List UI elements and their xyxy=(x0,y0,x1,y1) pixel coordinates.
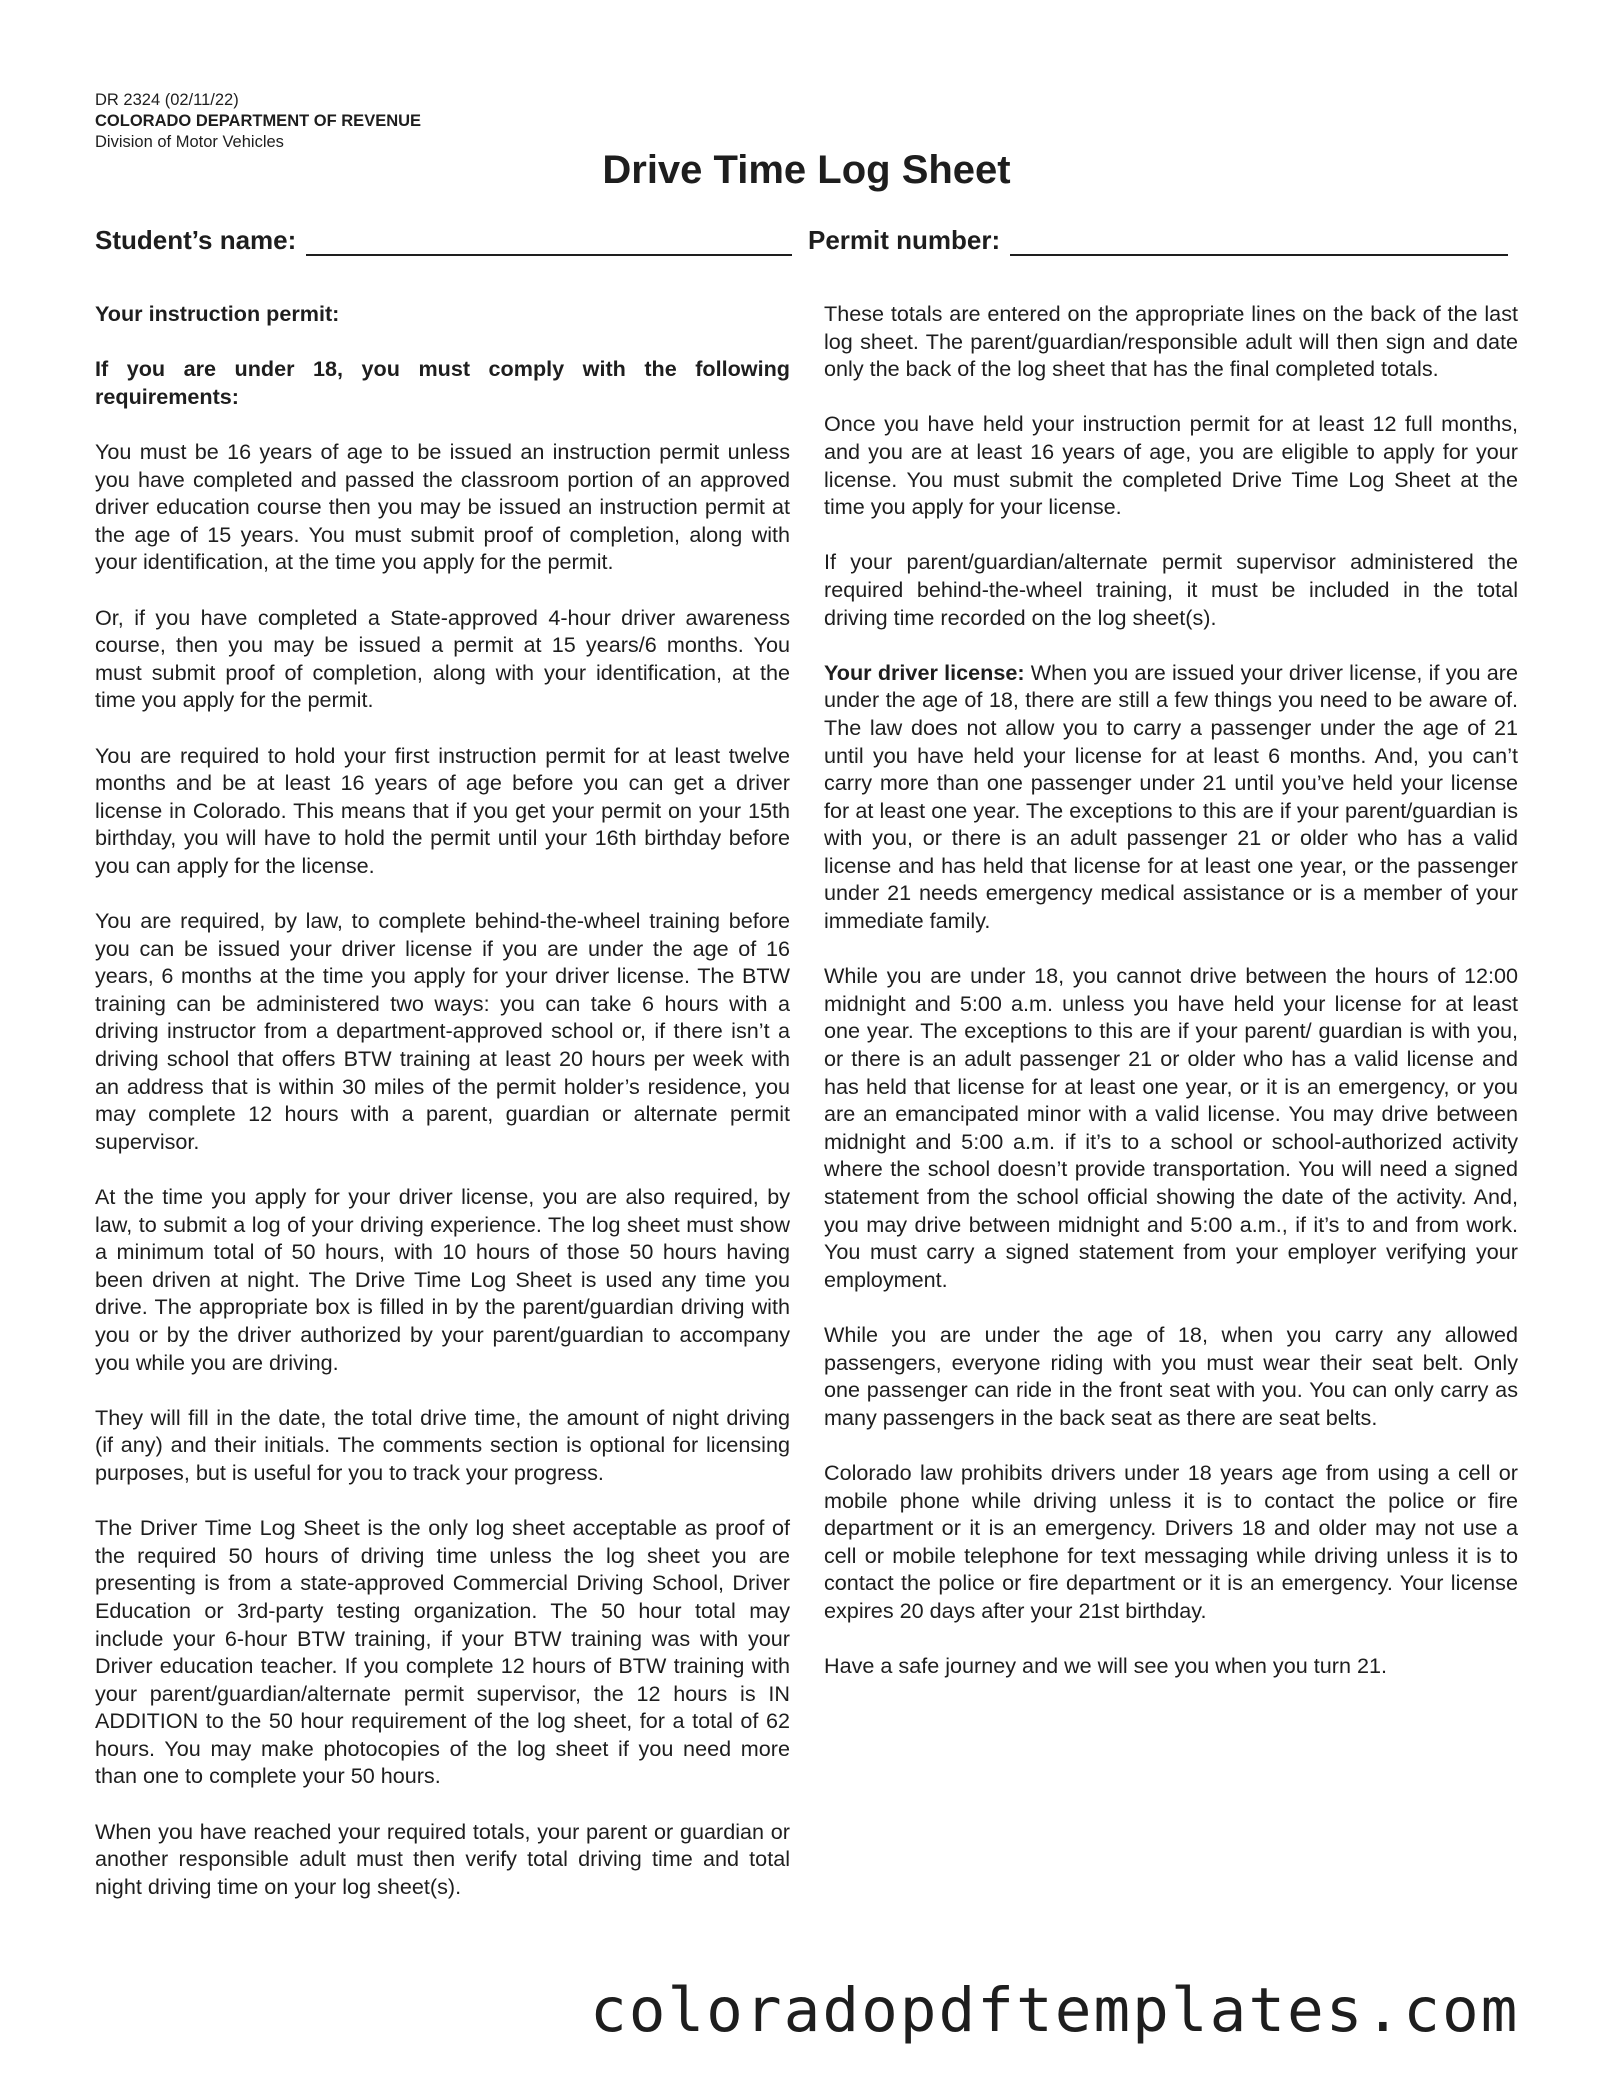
division-name: Division of Motor Vehicles xyxy=(95,133,284,151)
paragraph: While you are under the age of 18, when you carry any allowed passengers, everyone riding with you must wear their seat belt. Only one passenger can ride in the front seat with you. You can only carry as many passengers in the back seat as there are seat belts. xyxy=(824,1321,1518,1430)
student-name-field xyxy=(95,224,792,256)
paragraph: Have a safe journey and we will see you when you turn 21. xyxy=(824,1653,1387,1679)
watermark-text: coloradopdftemplates.com xyxy=(590,1975,1520,2046)
paragraph: The Driver Time Log Sheet is the only log sheet acceptable as proof of the required 50 hours of driving time unless the log sheet you are presenting is from a state-approved Commercial Driving School, Driver Education or 3rd-party testing organization. The 50 hour total may include your 6-hour BTW training, if your BTW training was with your Driver education teacher. If you complete 12 hours of BTW training with your parent/guardian/alternate permit supervisor, the 12 hours is IN ADDITION to the 50 hour requirement of the log sheet, for a total of 62 hours. You may make photocopies of the log sheet if you need more than one to complete your 50 hours. xyxy=(95,1515,790,1789)
paragraph: If your parent/guardian/alternate permit supervisor administered the required behind-the-wheel training, it must be included in the total driving time recorded on the log sheet(s). xyxy=(824,549,1518,630)
form-header xyxy=(95,90,421,153)
driver-license-text: When you are issued your driver license, if you are under the age of 18, there are still a few things you need to be aware of. The law does not allow you to carry a passenger under the age of 21 until you have held your license for at least 6 months. And, you can’t carry more than one passenger under 21 until you’ve held your license for at least one year. The exceptions to this are if your parent/guardian is with you, or there is an adult passenger 21 or older who has a valid license and has held that license for at least one year, or the passenger under 21 needs emergency medical assistance or is a member of your immediate family. xyxy=(824,659,1518,934)
paragraph: You are required to hold your first instruction permit for at least twelve months and be at least 16 years of age before you can get a driver license in Colorado. This means that if you get your permit on your 15th birthday, you will have to hold the permit until your 16th birthday before you can apply for the license. xyxy=(95,742,790,878)
paragraph: While you are under 18, you cannot drive between the hours of 12:00 midnight and 5:00 a.m. unless you have held your license for at least one year. The exceptions to this are if your parent/ guardian is with you, or there is an adult passenger 21 or older who has a valid license and has held that license for at least one year, or it is an emergency, or you are an emancipated minor with a valid license. You may drive between midnight and 5:00 a.m. if it’s to a school or school-authorized activity where the school doesn’t provide transportation. You will need a signed statement from the school official showing the date of the activity. And, you may drive between midnight and 5:00 a.m., if it’s to and from work. You must carry a signed statement from your employer verifying your employment. xyxy=(824,963,1518,1292)
paragraph: At the time you apply for your driver license, you are also required, by law, to submit a log of your driving experience. The log sheet must show a minimum total of 50 hours, with 10 hours of those 50 hours having been driven at night. The Drive Time Log Sheet is used any time you drive. The appropriate box is filled in by the parent/guardian driving with you or by the driver authorized by your parent/guardian to accompany you while you are driving. xyxy=(95,1184,790,1375)
right-column xyxy=(824,300,1518,1707)
paragraph: When you have reached your required totals, your parent or guardian or another responsible adult must then verify total driving time and total night driving time on your log sheet(s). xyxy=(95,1818,790,1899)
permit-number-input-line[interactable] xyxy=(1010,226,1508,256)
paragraph: You are required, by law, to complete behind-the-wheel training before you can be issued your driver license if you are under the age of 16 years, 6 months at the time you apply for your driver license. The BTW training can be administered two ways: you can take 6 hours with a driving instructor from a department-approved school or, if there isn’t a driving school that offers BTW training at least 20 hours per week with an address that is within 30 miles of the permit holder’s residence, you may complete 12 hours with a parent, guardian or alternate permit supervisor. xyxy=(95,908,790,1154)
paragraph: These totals are entered on the appropriate lines on the back of the last log sheet. The parent/guardian/responsible adult will then sign and date only the back of the log sheet that has the final completed totals. xyxy=(824,301,1518,382)
paragraph: You must be 16 years of age to be issued an instruction permit unless you have completed and passed the classroom portion of an approved driver education course then you may be issued an instruction permit at the age of 15 years. You must submit proof of completion, along with your identification, at the time you apply for the permit. xyxy=(95,438,790,575)
driver-license-paragraph xyxy=(824,659,1518,935)
paragraph: They will fill in the date, the total drive time, the amount of night driving (if any) and their initials. The comments section is optional for licensing purposes, but is useful for you to track your progress. xyxy=(95,1404,790,1485)
permit-number-label: Permit number: xyxy=(808,225,1001,255)
driver-license-heading: Your driver license: xyxy=(824,659,1025,685)
department-name: COLORADO DEPARTMENT OF REVENUE xyxy=(95,112,422,130)
permit-number-field xyxy=(808,224,1508,256)
form-number: DR 2324 (02/11/22) xyxy=(95,91,239,109)
student-name-label: Student’s name: xyxy=(95,225,297,255)
paragraph: Colorado law prohibits drivers under 18 years age from using a cell or mobile phone while driving unless it is to contact the police or fire department or it is an emergency. Drivers 18 and older may not use a cell or mobile telephone for text messaging while driving unless it is to contact the police or fire department or it is an emergency. Your license expires 20 days after your 21st birthday. xyxy=(824,1459,1518,1623)
instruction-permit-heading: Your instruction permit: xyxy=(95,301,340,326)
paragraph: Once you have held your instruction permit for at least 12 full months, and you are at least 16 years of age, you are eligible to apply for your license. You must submit the completed Drive Time Log Sheet at the time you apply for your license. xyxy=(824,411,1518,520)
paragraph: Or, if you have completed a State-approved 4-hour driver awareness course, then you may be issued a permit at 15 years/6 months. You must submit proof of completion, along with your identification, at the time you apply for the permit. xyxy=(95,604,790,713)
left-column xyxy=(95,300,790,1928)
student-name-input-line[interactable] xyxy=(306,226,792,256)
under-18-requirements-heading: If you are under 18, you must comply with the following requirements: xyxy=(95,356,790,409)
page-title: Drive Time Log Sheet xyxy=(602,148,1011,192)
